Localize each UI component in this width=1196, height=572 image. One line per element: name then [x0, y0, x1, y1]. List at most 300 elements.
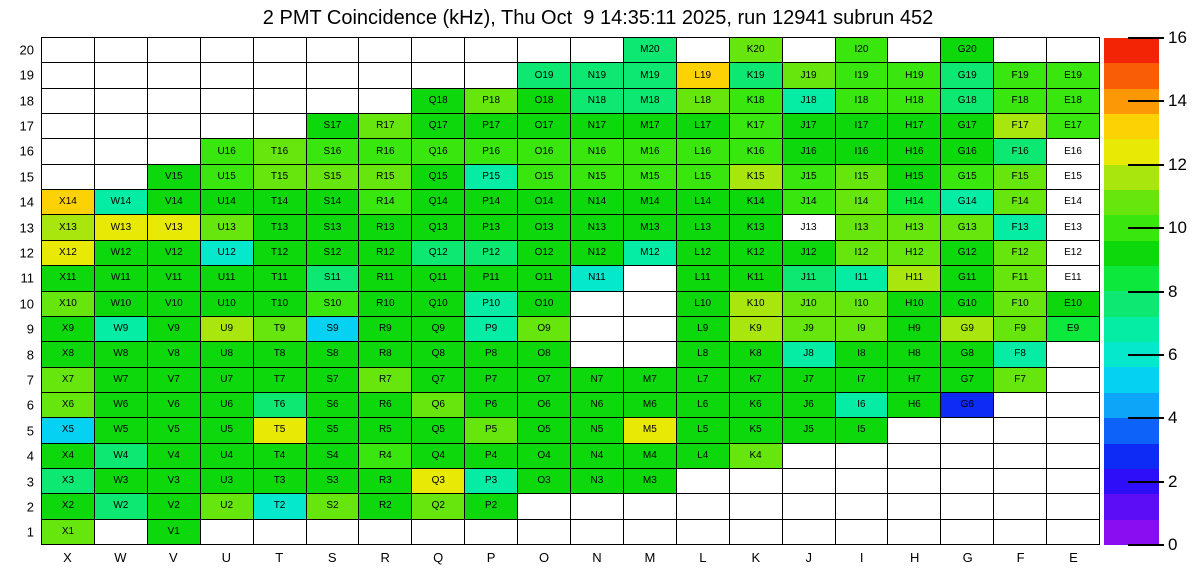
- cell-F20: [994, 38, 1047, 63]
- cell-N18: N18: [571, 89, 624, 114]
- cell-E4: [1047, 444, 1100, 469]
- cell-S4: S4: [307, 444, 360, 469]
- cell-K15: K15: [730, 165, 783, 190]
- cell-I9: I9: [836, 317, 889, 342]
- cell-G20: G20: [941, 38, 994, 63]
- cell-P17: P17: [465, 114, 518, 139]
- cell-I10: I10: [836, 292, 889, 317]
- cell-K17: K17: [730, 114, 783, 139]
- cell-L2: [677, 494, 730, 519]
- cell-P19: [465, 63, 518, 88]
- cell-G17: G17: [941, 114, 994, 139]
- z-tick-label-8: 8: [1168, 281, 1178, 301]
- palette-band-8: [1104, 317, 1159, 342]
- cell-Q14: Q14: [412, 190, 465, 215]
- cell-Q13: Q13: [412, 215, 465, 240]
- z-tick-8: [1128, 291, 1164, 293]
- cell-W8: W8: [95, 342, 148, 367]
- cell-M12: M12: [624, 241, 677, 266]
- cell-Q4: Q4: [412, 444, 465, 469]
- y-axis-label-5: 5: [26, 423, 34, 439]
- cell-R18: [359, 89, 412, 114]
- cell-Q15: Q15: [412, 165, 465, 190]
- palette-band-3: [1104, 444, 1159, 469]
- cell-X17: [42, 114, 95, 139]
- cell-E9: E9: [1047, 317, 1100, 342]
- cell-P8: P8: [465, 342, 518, 367]
- cell-K3: [730, 469, 783, 494]
- z-tick-label-12: 12: [1168, 154, 1187, 174]
- cell-L19: L19: [677, 63, 730, 88]
- cell-F16: F16: [994, 139, 1047, 164]
- cell-G15: G15: [941, 165, 994, 190]
- cell-F13: F13: [994, 215, 1047, 240]
- y-axis-label-13: 13: [19, 220, 34, 235]
- cell-K2: [730, 494, 783, 519]
- cell-T13: T13: [254, 215, 307, 240]
- cell-E14: E14: [1047, 190, 1100, 215]
- cell-T9: T9: [254, 317, 307, 342]
- cell-I1: [836, 520, 889, 545]
- palette-band-1: [1104, 494, 1159, 519]
- cell-U17: [201, 114, 254, 139]
- cell-I14: I14: [836, 190, 889, 215]
- cell-T4: T4: [254, 444, 307, 469]
- cell-H19: H19: [888, 63, 941, 88]
- cell-T16: T16: [254, 139, 307, 164]
- cell-U4: U4: [201, 444, 254, 469]
- cell-W11: W11: [95, 266, 148, 291]
- cell-O12: O12: [518, 241, 571, 266]
- cell-E5: [1047, 418, 1100, 443]
- cell-N2: [571, 494, 624, 519]
- cell-K7: K7: [730, 368, 783, 393]
- cell-P4: P4: [465, 444, 518, 469]
- cell-K18: K18: [730, 89, 783, 114]
- cell-M20: M20: [624, 38, 677, 63]
- cell-M5: M5: [624, 418, 677, 443]
- cell-E6: [1047, 393, 1100, 418]
- palette-band-19: [1104, 38, 1159, 63]
- cell-M1: [624, 520, 677, 545]
- cell-R11: R11: [359, 266, 412, 291]
- z-tick-10: [1128, 227, 1164, 229]
- cell-F18: F18: [994, 89, 1047, 114]
- cell-E12: E12: [1047, 241, 1100, 266]
- cell-V1: V1: [148, 520, 201, 545]
- cell-T5: T5: [254, 418, 307, 443]
- cell-T11: T11: [254, 266, 307, 291]
- cell-J7: J7: [783, 368, 836, 393]
- cell-O15: O15: [518, 165, 571, 190]
- cell-K8: K8: [730, 342, 783, 367]
- cell-M14: M14: [624, 190, 677, 215]
- cell-W16: [95, 139, 148, 164]
- cell-G8: G8: [941, 342, 994, 367]
- cell-L5: L5: [677, 418, 730, 443]
- cell-V6: V6: [148, 393, 201, 418]
- cell-I6: I6: [836, 393, 889, 418]
- x-axis-label-K: K: [751, 550, 761, 565]
- cell-J13: J13: [783, 215, 836, 240]
- z-tick-6: [1128, 354, 1164, 356]
- cell-G13: G13: [941, 215, 994, 240]
- cell-L11: L11: [677, 266, 730, 291]
- cell-I4: [836, 444, 889, 469]
- cell-S5: S5: [307, 418, 360, 443]
- palette-band-18: [1104, 63, 1159, 88]
- cell-W18: [95, 89, 148, 114]
- cell-V19: [148, 63, 201, 88]
- cell-G14: G14: [941, 190, 994, 215]
- cell-Q20: [412, 38, 465, 63]
- z-tick-0: [1128, 544, 1164, 546]
- heatmap-grid: [41, 37, 1100, 545]
- cell-H12: H12: [888, 241, 941, 266]
- cell-W19: [95, 63, 148, 88]
- cell-T1: [254, 520, 307, 545]
- cell-K6: K6: [730, 393, 783, 418]
- x-axis-label-P: P: [486, 550, 496, 565]
- cell-I8: I8: [836, 342, 889, 367]
- cell-V7: V7: [148, 368, 201, 393]
- palette-band-13: [1104, 190, 1159, 215]
- cell-H6: H6: [888, 393, 941, 418]
- cell-X11: X11: [42, 266, 95, 291]
- cell-W1: [95, 520, 148, 545]
- z-tick-2: [1128, 481, 1164, 483]
- cell-M11: [624, 266, 677, 291]
- cell-L13: L13: [677, 215, 730, 240]
- cell-O3: O3: [518, 469, 571, 494]
- cell-U20: [201, 38, 254, 63]
- cell-T6: T6: [254, 393, 307, 418]
- cell-E3: [1047, 469, 1100, 494]
- cell-M16: M16: [624, 139, 677, 164]
- cell-N11: N11: [571, 266, 624, 291]
- cell-Q10: Q10: [412, 292, 465, 317]
- cell-W4: W4: [95, 444, 148, 469]
- cell-Q6: Q6: [412, 393, 465, 418]
- cell-L7: L7: [677, 368, 730, 393]
- cell-W12: W12: [95, 241, 148, 266]
- cell-E19: E19: [1047, 63, 1100, 88]
- cell-R13: R13: [359, 215, 412, 240]
- cell-R6: R6: [359, 393, 412, 418]
- palette-band-5: [1104, 393, 1159, 418]
- cell-F6: [994, 393, 1047, 418]
- cell-S20: [307, 38, 360, 63]
- cell-E2: [1047, 494, 1100, 519]
- cell-S15: S15: [307, 165, 360, 190]
- cell-I3: [836, 469, 889, 494]
- cell-X13: X13: [42, 215, 95, 240]
- cell-U7: U7: [201, 368, 254, 393]
- cell-L20: [677, 38, 730, 63]
- cell-U11: U11: [201, 266, 254, 291]
- cell-W13: W13: [95, 215, 148, 240]
- x-axis-label-T: T: [275, 550, 284, 565]
- cell-S17: S17: [307, 114, 360, 139]
- cell-L6: L6: [677, 393, 730, 418]
- cell-N6: N6: [571, 393, 624, 418]
- cell-R3: R3: [359, 469, 412, 494]
- cell-J5: J5: [783, 418, 836, 443]
- cell-N15: N15: [571, 165, 624, 190]
- cell-T19: [254, 63, 307, 88]
- cell-W7: W7: [95, 368, 148, 393]
- cell-N20: [571, 38, 624, 63]
- cell-O17: O17: [518, 114, 571, 139]
- cell-L17: L17: [677, 114, 730, 139]
- cell-Q19: [412, 63, 465, 88]
- cell-U5: U5: [201, 418, 254, 443]
- cell-H9: H9: [888, 317, 941, 342]
- x-axis-label-S: S: [327, 550, 337, 565]
- cell-M6: M6: [624, 393, 677, 418]
- chart-title: 2 PMT Coincidence (kHz), Thu Oct 9 14:35:11 2025, run 12941 subrun 452: [262, 7, 934, 29]
- cell-M10: [624, 292, 677, 317]
- cell-S3: S3: [307, 469, 360, 494]
- cell-I11: I11: [836, 266, 889, 291]
- cell-N13: N13: [571, 215, 624, 240]
- cell-F7: F7: [994, 368, 1047, 393]
- palette-band-4: [1104, 418, 1159, 443]
- cell-Q9: Q9: [412, 317, 465, 342]
- cell-P16: P16: [465, 139, 518, 164]
- cell-O5: O5: [518, 418, 571, 443]
- y-axis-label-11: 11: [20, 270, 34, 286]
- cell-P15: P15: [465, 165, 518, 190]
- cell-I12: I12: [836, 241, 889, 266]
- cell-R14: R14: [359, 190, 412, 215]
- cell-V20: [148, 38, 201, 63]
- cell-J18: J18: [783, 89, 836, 114]
- cell-W5: W5: [95, 418, 148, 443]
- cell-N12: N12: [571, 241, 624, 266]
- cell-J2: [783, 494, 836, 519]
- cell-O10: O10: [518, 292, 571, 317]
- z-tick-12: [1128, 164, 1164, 166]
- cell-E20: [1047, 38, 1100, 63]
- cell-T14: T14: [254, 190, 307, 215]
- y-axis-label-17: 17: [19, 118, 34, 134]
- palette-band-9: [1104, 291, 1159, 316]
- cell-G18: G18: [941, 89, 994, 114]
- cell-H15: H15: [888, 165, 941, 190]
- x-axis-label-O: O: [538, 550, 550, 565]
- cell-V4: V4: [148, 444, 201, 469]
- cell-G1: [941, 520, 994, 545]
- cell-S1: [307, 520, 360, 545]
- cell-V9: V9: [148, 317, 201, 342]
- cell-V14: V14: [148, 190, 201, 215]
- cell-J3: [783, 469, 836, 494]
- cell-X9: X9: [42, 317, 95, 342]
- cell-F4: [994, 444, 1047, 469]
- cell-V2: V2: [148, 494, 201, 519]
- cell-P6: P6: [465, 393, 518, 418]
- cell-X12: X12: [42, 241, 95, 266]
- cell-S7: S7: [307, 368, 360, 393]
- cell-F14: F14: [994, 190, 1047, 215]
- cell-H20: [888, 38, 941, 63]
- cell-X1: X1: [42, 520, 95, 545]
- cell-H16: H16: [888, 139, 941, 164]
- cell-T2: T2: [254, 494, 307, 519]
- y-axis-label-19: 19: [19, 67, 34, 83]
- cell-I19: I19: [836, 63, 889, 88]
- cell-S14: S14: [307, 190, 360, 215]
- cell-K13: K13: [730, 215, 783, 240]
- cell-R5: R5: [359, 418, 412, 443]
- cell-J8: J8: [783, 342, 836, 367]
- x-axis-label-E: E: [1069, 550, 1078, 565]
- cell-Q7: Q7: [412, 368, 465, 393]
- cell-N19: N19: [571, 63, 624, 88]
- cell-O18: O18: [518, 89, 571, 114]
- cell-G11: G11: [941, 266, 994, 291]
- cell-H13: H13: [888, 215, 941, 240]
- cell-E17: E17: [1047, 114, 1100, 139]
- y-axis-label-7: 7: [26, 372, 34, 388]
- cell-P11: P11: [465, 266, 518, 291]
- cell-R2: R2: [359, 494, 412, 519]
- cell-N5: N5: [571, 418, 624, 443]
- cell-K20: K20: [730, 38, 783, 63]
- cell-R1: [359, 520, 412, 545]
- cell-E15: E15: [1047, 165, 1100, 190]
- cell-X3: X3: [42, 469, 95, 494]
- cell-S12: S12: [307, 241, 360, 266]
- cell-S18: [307, 89, 360, 114]
- cell-O16: O16: [518, 139, 571, 164]
- x-axis-label-F: F: [1016, 550, 1025, 565]
- cell-F3: [994, 469, 1047, 494]
- cell-G2: [941, 494, 994, 519]
- cell-G10: G10: [941, 292, 994, 317]
- cell-U14: U14: [201, 190, 254, 215]
- cell-S10: S10: [307, 292, 360, 317]
- cell-N7: N7: [571, 368, 624, 393]
- cell-I7: I7: [836, 368, 889, 393]
- cell-Q3: Q3: [412, 469, 465, 494]
- cell-L12: L12: [677, 241, 730, 266]
- cell-E13: E13: [1047, 215, 1100, 240]
- cell-L1: [677, 520, 730, 545]
- cell-N1: [571, 520, 624, 545]
- z-tick-label-4: 4: [1168, 408, 1178, 428]
- x-axis-label-G: G: [962, 550, 973, 565]
- cell-W3: W3: [95, 469, 148, 494]
- z-tick-label-16: 16: [1168, 28, 1187, 47]
- cell-F10: F10: [994, 292, 1047, 317]
- cell-J9: J9: [783, 317, 836, 342]
- cell-P9: P9: [465, 317, 518, 342]
- cell-V11: V11: [148, 266, 201, 291]
- cell-H8: H8: [888, 342, 941, 367]
- cell-H17: H17: [888, 114, 941, 139]
- cell-M19: M19: [624, 63, 677, 88]
- y-axis-label-1: 1: [26, 524, 34, 540]
- cell-R9: R9: [359, 317, 412, 342]
- cell-P2: P2: [465, 494, 518, 519]
- cell-U16: U16: [201, 139, 254, 164]
- cell-O1: [518, 520, 571, 545]
- y-axis-label-14: 14: [19, 194, 34, 210]
- cell-E16: E16: [1047, 139, 1100, 164]
- x-axis-label-H: H: [909, 550, 920, 565]
- cell-U13: U13: [201, 215, 254, 240]
- cell-G5: [941, 418, 994, 443]
- y-axis-label-2: 2: [26, 499, 34, 515]
- cell-W17: [95, 114, 148, 139]
- cell-U15: U15: [201, 165, 254, 190]
- cell-T18: [254, 89, 307, 114]
- cell-L14: L14: [677, 190, 730, 215]
- cell-M3: M3: [624, 469, 677, 494]
- palette-band-11: [1104, 241, 1159, 266]
- cell-X19: [42, 63, 95, 88]
- cell-T15: T15: [254, 165, 307, 190]
- cell-E18: E18: [1047, 89, 1100, 114]
- cell-U19: [201, 63, 254, 88]
- palette-band-10: [1104, 266, 1159, 291]
- cell-H7: H7: [888, 368, 941, 393]
- cell-V10: V10: [148, 292, 201, 317]
- cell-R4: R4: [359, 444, 412, 469]
- cell-L18: L18: [677, 89, 730, 114]
- cell-P14: P14: [465, 190, 518, 215]
- y-axis-label-15: 15: [19, 169, 34, 185]
- cell-I15: I15: [836, 165, 889, 190]
- cell-W15: [95, 165, 148, 190]
- cell-Q16: Q16: [412, 139, 465, 164]
- x-axis-label-R: R: [380, 550, 390, 565]
- cell-M2: [624, 494, 677, 519]
- cell-S6: S6: [307, 393, 360, 418]
- cell-R19: [359, 63, 412, 88]
- cell-Q11: Q11: [412, 266, 465, 291]
- cell-N17: N17: [571, 114, 624, 139]
- cell-Q8: Q8: [412, 342, 465, 367]
- cell-V8: V8: [148, 342, 201, 367]
- cell-U2: U2: [201, 494, 254, 519]
- cell-P20: [465, 38, 518, 63]
- cell-R12: R12: [359, 241, 412, 266]
- cell-M4: M4: [624, 444, 677, 469]
- cell-G7: G7: [941, 368, 994, 393]
- cell-O19: O19: [518, 63, 571, 88]
- cell-R10: R10: [359, 292, 412, 317]
- cell-P1: [465, 520, 518, 545]
- cell-G19: G19: [941, 63, 994, 88]
- cell-T20: [254, 38, 307, 63]
- cell-U1: [201, 520, 254, 545]
- cell-J14: J14: [783, 190, 836, 215]
- cell-O14: O14: [518, 190, 571, 215]
- cell-F8: F8: [994, 342, 1047, 367]
- palette-band-6: [1104, 367, 1159, 392]
- cell-Q2: Q2: [412, 494, 465, 519]
- cell-H1: [888, 520, 941, 545]
- cell-X14: X14: [42, 190, 95, 215]
- cell-E1: [1047, 520, 1100, 545]
- y-axis-label-6: 6: [26, 397, 34, 413]
- cell-N16: N16: [571, 139, 624, 164]
- cell-R8: R8: [359, 342, 412, 367]
- z-tick-label-2: 2: [1168, 471, 1178, 491]
